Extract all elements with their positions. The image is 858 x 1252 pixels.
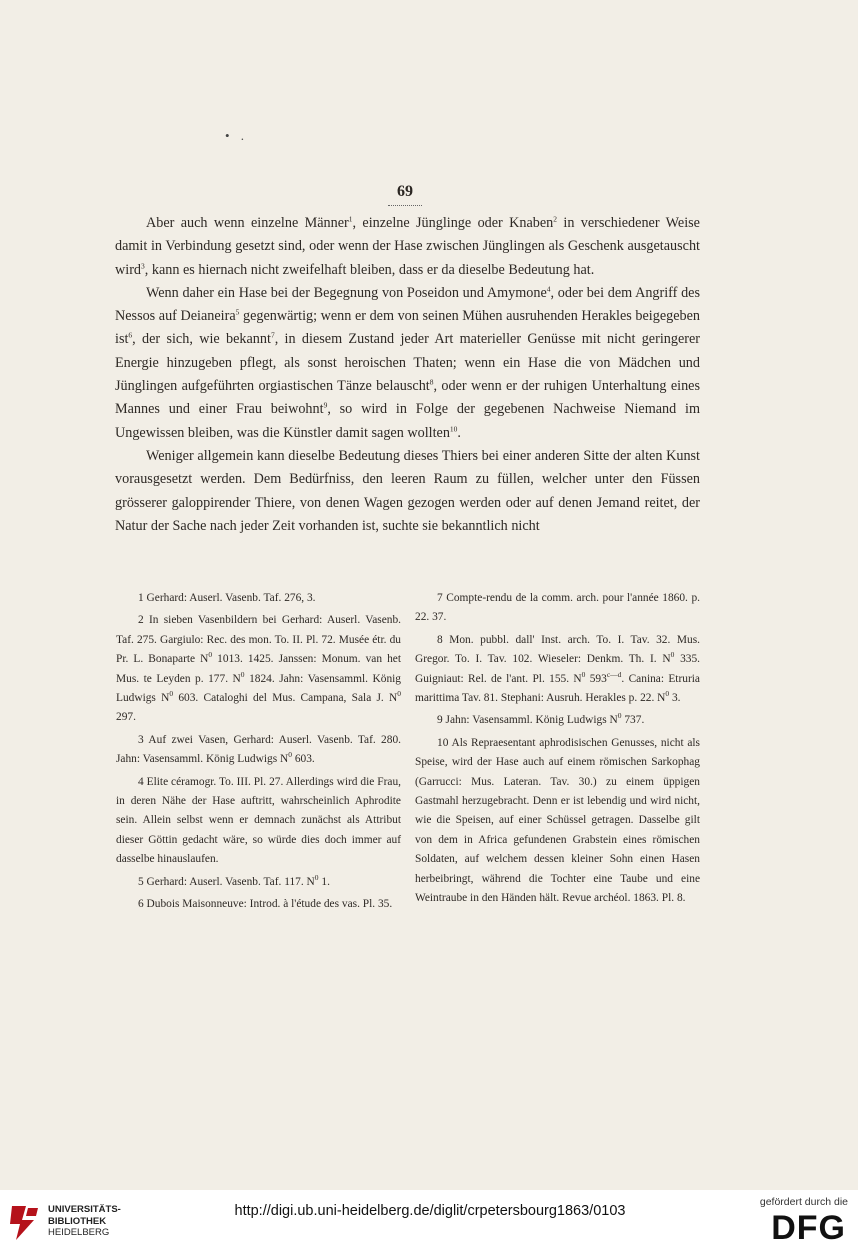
paragraph [115, 445, 700, 538]
permalink-url[interactable]: http://digi.ub.uni-heidelberg.de/diglit/crpetersbourg1863/0103 [234, 1203, 626, 1219]
dfg-logo[interactable]: DFG [771, 1209, 846, 1247]
text-run: 1. [318, 875, 330, 888]
footnote [116, 873, 401, 892]
footnote-ref: 7 [270, 330, 275, 340]
footnote [116, 611, 401, 727]
text-run: 603. [291, 753, 315, 766]
text-run: , kann es hiernach nicht zweifelhaft bleiben, dass er da dieselbe Bedeutung hat. [144, 261, 595, 278]
text-run: 4 Elite céramogr. To. III. Pl. 27. Allerdings wird die Frau, in deren Nähe der Hase auftritt, wahrscheinlich Aphrodite sein. Allein selbst wenn er demnach zunächst als Attribut dieser Göttin gedacht wäre, so würde dies doch immer auf dasselbe hinauslaufen. [116, 775, 401, 866]
viewer-footer [0, 1190, 858, 1252]
text-run: 3. [669, 692, 681, 705]
text-run: . [457, 424, 461, 441]
text-run: 10 Als Repraesentant aphrodisischen Genusses, nicht als Speise, wird der Hase auch auf einem römischen Sarkophag (Garrucci: Mus. Lateran. Tav. 30.) zu einem üppigen Gastmahl herzugebracht. Denn er ist lebendig und wird nicht, wie die Speisen, auf einer Schüssel getragen. Dasselbe gilt von dem in Africa gefundenen Grabstein eines römischen Soldaten, auf welchem dessen kleiner Sohn einen Hasen herbeibringt, während die Tochter eine Taube und eine Weintraube in den Händen hält. Revue archéol. 1863. Pl. 8. [415, 736, 700, 905]
footnote-ref: 0 [208, 650, 213, 660]
footnote [415, 711, 700, 730]
footnote-ref: 8 [429, 377, 434, 387]
text-run: 297. [116, 711, 136, 724]
text-run: 593 [585, 672, 607, 685]
library-line-3: HEIDELBERG [48, 1227, 110, 1238]
library-line-1: UNIVERSITÄTS- [48, 1204, 121, 1215]
footnote-ref: 2 [553, 214, 558, 224]
text-run: 1824. Jahn: Vasensamml. König Ludwigs N [116, 672, 401, 705]
footnote [116, 731, 401, 770]
text-run: 603. Cataloghi del Mus. Campana, Sala J. N [173, 692, 398, 705]
page-number-ornament [388, 203, 422, 206]
text-run: gegenwärtig; wenn er dem von seinen Mühen ausruhenden Herakles beigegeben ist [115, 308, 700, 348]
footnote-ref: 0 [169, 689, 174, 699]
footnote [415, 631, 700, 709]
page-dots: • . [225, 128, 249, 143]
text-run: Wenn daher ein Hase bei der Begegnung von Poseidon und Amymone [146, 284, 547, 301]
text-run: , oder wenn er der ruhigen Unterhaltung eines Mannes und einer Frau beiwohnt [115, 378, 700, 418]
text-run: 6 Dubois Maisonneuve: Introd. à l'étude des vas. Pl. 35. [138, 898, 393, 911]
footnote [116, 895, 401, 914]
text-run: 3 Auf zwei Vasen, Gerhard: Auserl. Vasenb. Taf. 280. Jahn: Vasensamml. König Ludwigs N [116, 733, 401, 766]
paragraph [115, 282, 700, 445]
footnote-ref: 9 [323, 400, 328, 410]
footnote-ref: 0 [288, 750, 292, 760]
text-run: 335. Guigniaut: Rel. de l'ant. Pl. 155. N [415, 653, 701, 685]
footnotes-left-column [116, 589, 401, 915]
paragraph [115, 212, 700, 282]
footnote-ref: 10 [449, 423, 458, 433]
footnote-ref: 0 [665, 689, 670, 699]
text-run: , in diesem Zustand jeder Art materieller Genüsse mit nicht geringerer Energie hinzugeben pflegt, als sonst heroischen Thaten; wenn ein Hase die von Mädchen und Jünglingen aufgeführten orgiastischen Tänze belauscht [115, 331, 701, 395]
text-run: , oder bei dem Angriff des Nessos auf Deianeira [115, 284, 700, 325]
footnote-ref: 5 [235, 307, 240, 317]
funded-by-label: gefördert durch die [759, 1196, 848, 1208]
text-run: 7 Compte-rendu de la comm. arch. pour l'année 1860. p. 22. 37. [415, 592, 700, 624]
text-run: , so wird in Folge der gegebenen Nachweise Niemand im Ungewissen bleiben, was die Künstler damit sagen wollten [115, 401, 700, 441]
page-number: 69 [397, 183, 413, 200]
text-run: 1013. 1425. Janssen: Monum. van het Mus. te Leyden p. 177. N [116, 653, 401, 685]
footnote-ref: 0 [240, 669, 245, 679]
text-run: 2 In sieben Vasenbildern bei Gerhard: Auserl. Vasenb. Taf. 275. Gargiulo: Rec. des mon. To. II. Pl. 72. Musée étr. du Pr. L. Bonaparte N [116, 614, 401, 666]
footnote-ref: c—d [606, 669, 622, 679]
text-run: Aber auch wenn einzelne Männer [146, 215, 349, 231]
text-run: , der sich, wie bekannt [132, 331, 271, 348]
footnote [415, 734, 700, 909]
footnote-ref: 0 [397, 689, 401, 699]
text-run: Weniger allgemein kann dieselbe Bedeutung dieses Thiers bei einer anderen Sitte der alten Kunst vorausgesetzt werden. Dem Bedürfniss, den leeren Raum zu füllen, welcher unter den Füssen grösserer galoppirender Thiere, von denen Wagen gezogen werden oder auf denen Jemand reitet, der Natur der Sache nach jeder Zeit vorhanden ist, suchte sie bekanntlich nicht [115, 447, 700, 534]
footnote-ref: 6 [128, 330, 133, 340]
footnote [116, 589, 401, 608]
text-run: 1 Gerhard: Auserl. Vasenb. Taf. 276, 3. [138, 592, 316, 604]
footnote-ref: 0 [581, 669, 586, 679]
footnotes-right-column [415, 589, 700, 909]
footnote-ref: 1 [348, 214, 353, 224]
body-text [115, 212, 700, 538]
footnote-ref: 4 [546, 284, 551, 294]
text-run: 8 Mon. pubbl. dall' Inst. arch. To. I. Tav. 32. Mus. Gregor. To. I. Tav. 102. Wieseler: Denkm. Th. I. N [415, 633, 700, 666]
footnote-ref: 3 [141, 260, 145, 270]
text-run: 737. [621, 714, 645, 727]
text-run: 9 Jahn: Vasensamml. König Ludwigs N [437, 714, 618, 727]
text-run: 5 Gerhard: Auserl. Vasenb. Taf. 117. N [138, 875, 315, 888]
library-name[interactable] [48, 1204, 121, 1239]
text-run: . Canina: Etruria marittima Tav. 81. Stephani: Ausruh. Herakles p. 22. N [415, 672, 700, 705]
library-logo-icon[interactable] [8, 1202, 42, 1242]
footnote-ref: 0 [617, 711, 622, 721]
footnote-ref: 0 [314, 872, 319, 882]
footnote [116, 773, 401, 870]
text-run: , einzelne Jünglinge oder Knaben [352, 215, 554, 231]
library-line-2: BIBLIOTHEK [48, 1215, 107, 1227]
footnote [415, 589, 700, 628]
footnote-ref: 0 [670, 650, 675, 660]
text-run: in verschiedener Weise damit in Verbindung gesetzt sind, oder wenn der Hase zwischen Jünglingen als Geschenk ausgetauscht wird [115, 215, 700, 278]
